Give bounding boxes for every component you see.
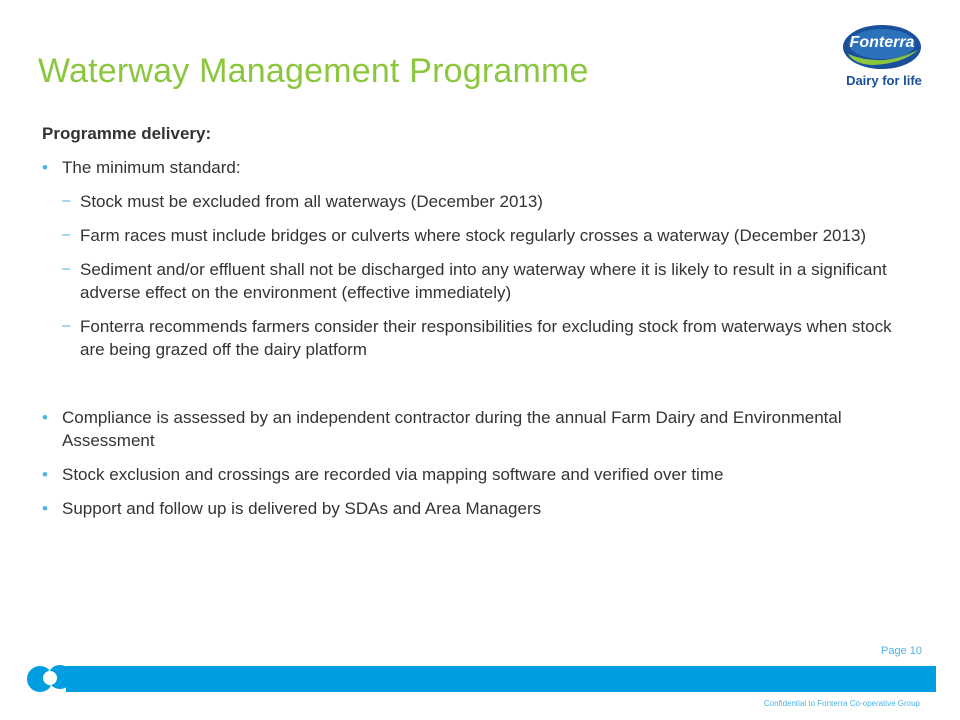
dash-icon: – [62,226,71,243]
dash-icon: – [62,260,71,277]
slide-title: Waterway Management Programme [38,52,589,90]
bullet-item [42,156,912,179]
dash-icon: – [62,192,71,209]
bullet-icon: • [42,408,48,427]
logo-tagline: Dairy for life [846,73,922,88]
bullet-text: The minimum standard: [62,158,241,177]
bullet-icon: • [42,499,48,518]
slide-body [42,122,912,531]
sub-bullet-text: Stock must be excluded from all waterways (December 2013) [80,192,543,211]
bullet-item [42,463,912,486]
dash-icon: – [62,317,71,334]
page-number: Page 10 [881,645,922,657]
confidential-notice: Confidential to Fonterra Co-operative Group [763,699,920,708]
sub-bullet-text: Fonterra recommends farmers consider their responsibilities for excluding stock from waterways when stock are being grazed off the dairy platform [80,317,892,359]
bullet-text: Compliance is assessed by an independent contractor during the annual Farm Dairy and Environmental Assessment [62,408,842,450]
sub-bullet-item [42,190,912,213]
bullet-icon: • [42,158,48,177]
bullet-icon: • [42,465,48,484]
bullet-text: Support and follow up is delivered by SDAs and Area Managers [62,499,542,518]
bullet-text: Stock exclusion and crossings are recorded via mapping software and verified over time [62,465,724,484]
footer-bar [66,666,936,692]
fonterra-logo [836,22,930,94]
sub-bullet-item [42,258,912,304]
spacer [42,372,912,406]
sub-bullet-item [42,315,912,361]
bullet-item [42,497,912,520]
sub-bullet-text: Farm races must include bridges or culverts where stock regularly crosses a waterway (December 2013) [80,226,867,245]
logo-brand-text: Fonterra [849,34,915,51]
sub-bullet-text: Sediment and/or effluent shall not be discharged into any waterway where it is likely to result in a significant adverse effect on the environment (effective immediately) [80,260,887,302]
section-heading: Programme delivery: [42,124,212,143]
sub-bullet-item [42,224,912,247]
bullet-item [42,406,912,452]
